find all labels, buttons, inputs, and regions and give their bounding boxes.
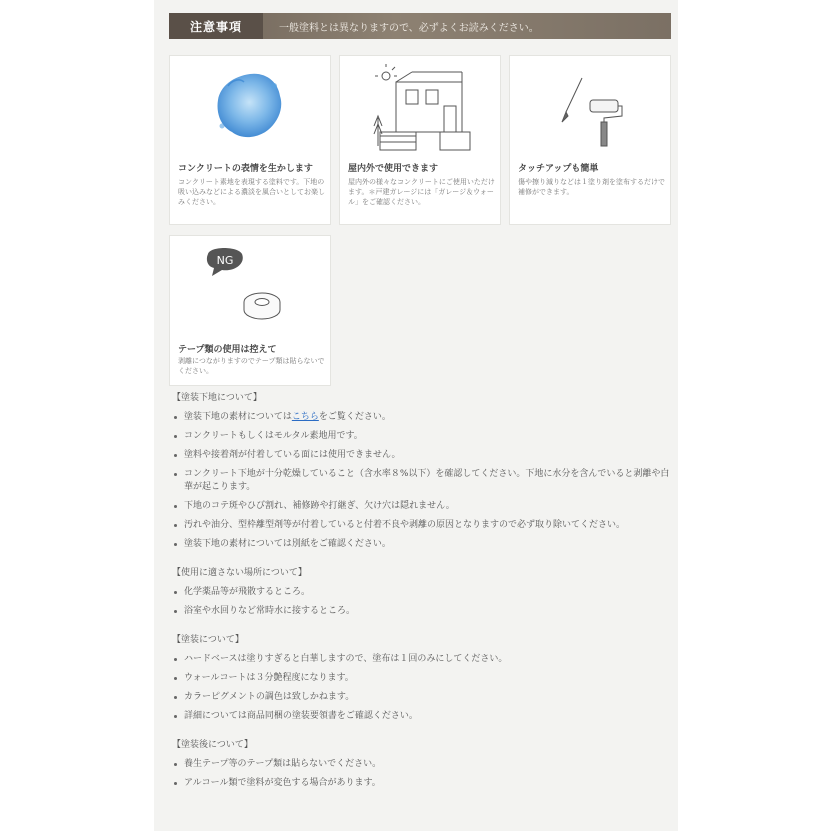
list-item: 汚れや油分、型枠離型剤等が付着していると付着不良や剥離の原因となりますので必ず取り除いてください。 bbox=[172, 519, 672, 532]
list-item: 塗料や接着剤が付着している面には使用できません。 bbox=[172, 449, 672, 462]
substrate-link[interactable]: こちら bbox=[291, 412, 319, 422]
list-item: 下地のコテ斑やひび割れ、補修跡や打継ぎ、欠け穴は隠れません。 bbox=[172, 500, 672, 513]
card-title: テープ類の使用は控えて bbox=[178, 345, 277, 355]
card-title: タッチアップも簡単 bbox=[518, 164, 599, 174]
section-heading: 【塗装について】 bbox=[172, 635, 244, 645]
no-tape-icon bbox=[170, 236, 330, 336]
section-list bbox=[172, 586, 672, 618]
section-list bbox=[172, 653, 672, 723]
card-title: コンクリートの表情を生かします bbox=[178, 164, 313, 174]
card-description: 傷や擦り減りなどは１塗り剤を塗布するだけで補修ができます。 bbox=[518, 178, 665, 196]
list-item: ハードベースは塗りすぎると白華しますので、塗布は１回のみにしてください。 bbox=[172, 653, 672, 666]
section-list bbox=[172, 411, 672, 551]
notes-sections bbox=[172, 392, 672, 806]
list-item bbox=[172, 411, 672, 424]
list-item: ウォールコートは３分艶程度になります。 bbox=[172, 672, 672, 685]
section-heading: 【塗装後について】 bbox=[172, 740, 253, 750]
watercolor-splash-icon bbox=[170, 56, 330, 156]
list-item: 化学薬品等が飛散するところ。 bbox=[172, 586, 672, 599]
card-description: コンクリート素地を表現する塗料です。下地の吸い込みなどによる濃淡を風合いとしてお楽しみください。 bbox=[178, 178, 325, 206]
card-description: 剥離につながりますのでテープ類は貼らないでください。 bbox=[178, 357, 325, 375]
list-item: 養生テープ等のテープ類は貼らないでください。 bbox=[172, 758, 672, 771]
notice-subtitle: 一般塗料とは異なりますので、必ずよくお読みください。 bbox=[279, 22, 539, 34]
page bbox=[154, 0, 678, 831]
list-item: コンクリート下地が十分乾燥していること（含水率８%以下）を確認してください。下地に水分を含んでいると剥離や白華が起こります。 bbox=[172, 468, 674, 494]
card-description: 屋内外の様々なコンクリートにご使用いただけます。＊戸建ガレージには「ガレージ＆ウォール」をご確認ください。 bbox=[348, 178, 495, 206]
list-item: 詳細については商品同梱の塗装要領書をご確認ください。 bbox=[172, 710, 672, 723]
list-item: アルコール類で塗料が変色する場合があります。 bbox=[172, 777, 672, 790]
house-icon bbox=[340, 56, 500, 156]
section-heading: 【塗装下地について】 bbox=[172, 393, 262, 403]
card-indoor-outdoor bbox=[339, 55, 501, 225]
section-list bbox=[172, 758, 672, 790]
list-item: カラーピグメントの調色は致しかねます。 bbox=[172, 691, 672, 704]
notice-label: 注意事項 bbox=[169, 13, 263, 39]
card-no-tape bbox=[169, 235, 331, 386]
notice-header bbox=[169, 13, 671, 39]
list-item: コンクリートもしくはモルタル素地用です。 bbox=[172, 430, 672, 443]
ng-badge: NG bbox=[216, 254, 234, 267]
brush-roller-icon bbox=[510, 56, 670, 156]
list-item: 浴室や水回りなど常時水に接するところ。 bbox=[172, 605, 672, 618]
list-item: 塗装下地の素材については別紙をご確認ください。 bbox=[172, 538, 672, 551]
section-heading: 【使用に適さない場所について】 bbox=[172, 568, 307, 578]
list-item-text: 塗装下地の素材については bbox=[184, 412, 292, 422]
card-title: 屋内外で使用できます bbox=[348, 164, 439, 174]
card-touch-up bbox=[509, 55, 671, 225]
card-concrete-expression bbox=[169, 55, 331, 225]
list-item-text: をご覧ください。 bbox=[318, 412, 391, 422]
